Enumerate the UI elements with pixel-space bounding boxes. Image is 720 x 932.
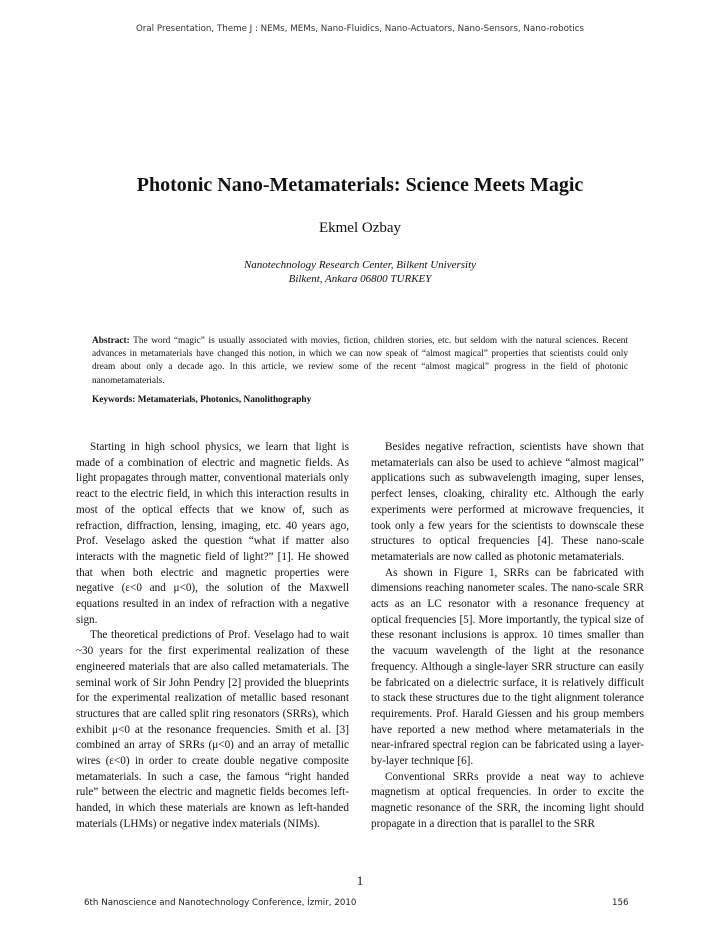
body-paragraph: Conventional SRRs provide a neat way to achieve magnetism at optical frequencies. In order to excite the magnetic resonance of the SRR, the incoming light should propagate in a direction that is parallel to the SRR <box>371 770 644 830</box>
footer-proceedings-page: 156 <box>612 898 629 908</box>
abstract-label: Abstract: <box>92 336 130 346</box>
body-paragraph: As shown in Figure 1, SRRs can be fabricated with dimensions reaching nanometer scales. The nano-scale SRR acts as an LC resonator with a resonance frequency at optical frequencies [5]. More importantly, the typical size of these resonant inclusions is approx. 10 times smaller than the vacuum wavelength of the light at the resonance frequency. Although a single-layer SRR structure can easily be fabricated on a dielectric surface, it is relatively difficult to stack these structures due to the tight alignment tolerance requirements. Prof. Harald Giessen and his group members have reported a new method where metamaterials in the near-infrared spectral region can be fabricated using a layer-by-layer technique [6]. <box>371 566 644 768</box>
abstract <box>92 335 628 388</box>
keywords: Keywords: Metamaterials, Photonics, Nanolithography <box>92 395 312 405</box>
author-name: Ekmel Ozbay <box>318 220 402 236</box>
affiliation-line-1: Nanotechnology Research Center, Bilkent University <box>243 259 477 271</box>
body-paragraph: The theoretical predictions of Prof. Veselago had to wait ~30 years for the first experimental realization of these engineered materials that are also called metamaterials. The seminal work of Sir John Pendry [2] provided the blueprints for the experimental realization of metallic based resonant structures that are called split ring resonators (SRRs), which exhibit μ<0 at the resonance frequencies. Smith et al. [3] combined an array of SRRs (μ<0) and an array of metallic wires (ε<0) in order to create double negative composite metamaterials. In such a case, the famous “right handed rule” between the electric and magnetic fields becomes left-handed, in which these materials are known as left-handed materials (LHMs) or negative index materials (NIMs). <box>76 629 349 830</box>
affiliation-line-2: Bilkent, Ankara 06800 TURKEY <box>288 273 432 285</box>
footer-conference: 6th Nanoscience and Nanotechnology Conference, İzmir, 2010 <box>84 898 357 908</box>
left-column <box>76 440 349 833</box>
affiliation <box>0 258 720 286</box>
abstract-text: The word “magic” is usually associated with movies, fiction, children stories, etc. but seldom with the natural sciences. Recent advances in metamaterials have changed this notion, in which we can now speak of “almost magical” properties that scientists could only dream about only a decade ago. In this article, we review some of the recent “almost magical” progress in the field of photonic nanometamaterials. <box>92 336 628 386</box>
body-paragraph: Besides negative refraction, scientists have shown that metamaterials can also be used to achieve “almost magical” applications such as subwavelength imaging, super lenses, perfect lenses, cloaking, chirality etc. Although the early experiments were performed at microwave frequencies, it took only a few years for the scientists to downscale these structures to optical frequencies [4]. These nano-scale metamaterials are now called as photonic metamaterials. <box>371 441 644 563</box>
page-number: 1 <box>356 873 364 888</box>
right-column <box>371 440 644 833</box>
running-head: Oral Presentation, Theme J : NEMs, MEMs, Nano-Fluidics, Nano-Actuators, Nano-Sensors, Nano-robotics <box>135 24 585 34</box>
body-paragraph: Starting in high school physics, we learn that light is made of a combination of electric and magnetic fields. As light propagates through matter, conventional materials only react to the electric field, in which this interaction results in most of the optical effects that we know of, such as refraction, diffraction, lensing, imaging, etc. 40 years ago, Prof. Veselago asked the question “what if matter also interacts with the magnetic field of light?” [1]. He showed that when both electric and magnetic properties were negative (ε<0 and μ<0), the solution of the Maxwell equations resulted in an index of refraction with a negative sign. <box>76 441 349 626</box>
paper-title: Photonic Nano-Metamaterials: Science Meets Magic <box>136 174 584 196</box>
